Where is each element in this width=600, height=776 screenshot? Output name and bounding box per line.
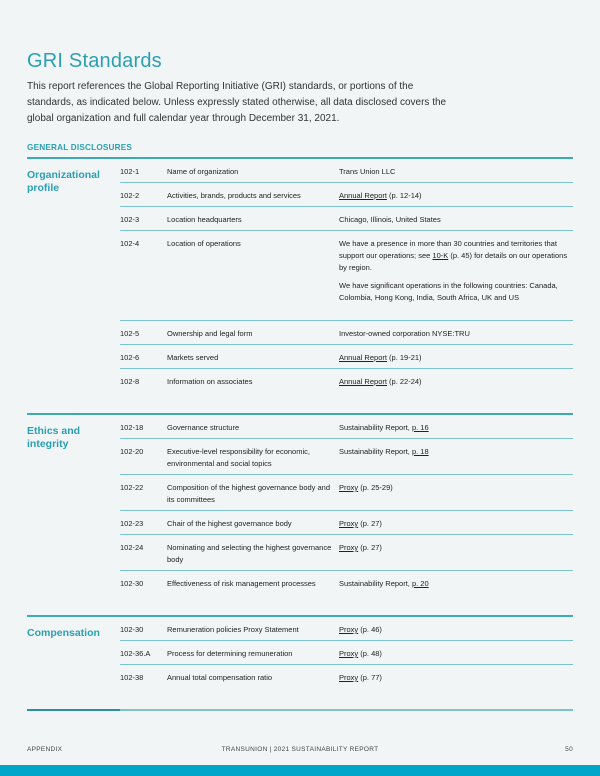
gri-code: 102-6 bbox=[120, 353, 140, 362]
disclosure-value: Proxy (p. 48) bbox=[339, 649, 382, 658]
table-row bbox=[120, 206, 573, 230]
annual-report-link[interactable]: Annual Report bbox=[339, 377, 387, 386]
proxy-link[interactable]: Proxy bbox=[339, 543, 359, 552]
gri-code: 102-4 bbox=[120, 239, 140, 248]
bottom-accent-bar bbox=[0, 765, 600, 776]
gri-code: 102-2 bbox=[120, 191, 140, 200]
disclosure-value: Trans Union LLC bbox=[339, 167, 396, 176]
footer-page-number: 50 bbox=[565, 746, 573, 753]
disclosure-description: Information on associates bbox=[167, 377, 253, 386]
table-row bbox=[120, 415, 573, 438]
disclosure-value: Proxy (p. 25-29) bbox=[339, 483, 393, 492]
table-row bbox=[120, 640, 573, 664]
gri-code: 102-1 bbox=[120, 167, 140, 176]
gri-code: 102-23 bbox=[120, 519, 144, 528]
disclosure-description: Governance structure bbox=[167, 423, 240, 432]
disclosure-value: Annual Report (p. 12-14) bbox=[339, 191, 422, 200]
table-row bbox=[120, 474, 573, 510]
gri-code: 102-5 bbox=[120, 329, 140, 338]
table-row bbox=[120, 510, 573, 534]
table-row bbox=[120, 664, 573, 688]
table-row bbox=[120, 344, 573, 368]
end-rule-accent bbox=[27, 709, 120, 711]
section-label: GENERAL DISCLOSURES bbox=[27, 143, 133, 152]
disclosure-value: Proxy (p. 27) bbox=[339, 519, 382, 528]
disclosure-description: Chair of the highest governance body bbox=[167, 519, 292, 528]
table-row bbox=[120, 320, 573, 344]
disclosure-value: Sustainability Report, p. 18 bbox=[339, 447, 429, 456]
gri-code: 102-20 bbox=[120, 447, 144, 456]
page-link[interactable]: p. 16 bbox=[411, 423, 429, 432]
disclosure-description: Executive-level responsibility for economic, environmental and social topics bbox=[167, 447, 310, 468]
annual-report-link[interactable]: Annual Report bbox=[339, 191, 387, 200]
disclosure-value: Annual Report (p. 19-21) bbox=[339, 353, 422, 362]
table-row bbox=[120, 534, 573, 570]
table-end-rule bbox=[27, 709, 573, 711]
annual-report-link[interactable]: Annual Report bbox=[339, 353, 387, 362]
gri-code: 102-3 bbox=[120, 215, 140, 224]
disclosure-description: Process for determining remuneration bbox=[167, 649, 293, 658]
10k-link[interactable]: 10-K bbox=[432, 251, 449, 260]
page-title: GRI Standards bbox=[27, 50, 162, 72]
table-row bbox=[120, 368, 573, 392]
proxy-link[interactable]: Proxy bbox=[339, 673, 359, 682]
proxy-link[interactable]: Proxy bbox=[339, 649, 359, 658]
table-row bbox=[120, 159, 573, 182]
page-link[interactable]: p. 20 bbox=[411, 579, 429, 588]
gri-code: 102-24 bbox=[120, 543, 144, 552]
disclosure-description: Location of operations bbox=[167, 239, 241, 248]
gri-code: 102-18 bbox=[120, 423, 144, 432]
disclosure-value: Proxy (p. 77) bbox=[339, 673, 382, 682]
group-label: Ethics and integrity bbox=[27, 425, 81, 450]
disclosure-description: Remuneration policies Proxy Statement bbox=[167, 625, 299, 634]
table-row bbox=[120, 438, 573, 474]
disclosure-description: Name of organization bbox=[167, 167, 239, 176]
table-row bbox=[120, 182, 573, 206]
disclosure-description: Activities, brands, products and services bbox=[167, 191, 301, 200]
gri-code: 102-8 bbox=[120, 377, 140, 386]
disclosure-description: Annual total compensation ratio bbox=[167, 673, 273, 682]
group-organizational-profile bbox=[27, 157, 573, 399]
disclosure-description: Effectiveness of risk management processes bbox=[167, 579, 316, 588]
group-label: Organizational profile bbox=[27, 169, 100, 194]
group-compensation bbox=[27, 615, 573, 707]
disclosure-description: Ownership and legal form bbox=[167, 329, 253, 338]
disclosure-description: Composition of the highest governance body and its committees bbox=[167, 483, 331, 504]
proxy-link[interactable]: Proxy bbox=[339, 625, 359, 634]
proxy-link[interactable]: Proxy bbox=[339, 519, 359, 528]
disclosure-value: Sustainability Report, p. 16 bbox=[339, 423, 429, 432]
group-ethics-and-integrity bbox=[27, 413, 573, 605]
disclosure-value: Annual Report (p. 22-24) bbox=[339, 377, 422, 386]
proxy-link[interactable]: Proxy bbox=[339, 483, 359, 492]
disclosure-description: Location headquarters bbox=[167, 215, 242, 224]
gri-code: 102-22 bbox=[120, 483, 144, 492]
disclosure-value: Proxy (p. 46) bbox=[339, 625, 382, 634]
disclosure-value: We have a presence in more than 30 countries and territories that support our operations; see 10-K (p. 45) for details on our operations by region. We have significant operations in the following countries: Canada, Colombia, Hong Kong, India, South Africa, UK and US bbox=[339, 239, 568, 302]
disclosure-value: Sustainability Report, p. 20 bbox=[339, 579, 429, 588]
disclosure-value: Proxy (p. 27) bbox=[339, 543, 382, 552]
table-row bbox=[120, 570, 573, 594]
gri-code: 102-36.A bbox=[120, 649, 151, 658]
group-label: Compensation bbox=[27, 627, 100, 639]
disclosure-value: Chicago, Illinois, United States bbox=[339, 215, 441, 224]
footer-section: APPENDIX bbox=[27, 746, 63, 753]
footer-report-title: TRANSUNION | 2021 SUSTAINABILITY REPORT bbox=[221, 746, 379, 753]
disclosure-description: Nominating and selecting the highest governance body bbox=[167, 543, 332, 564]
disclosure-description: Markets served bbox=[167, 353, 219, 362]
intro-paragraph: This report references the Global Reporting Initiative (GRI) standards, or portions of the standards, as indicated below. Unless expressly stated otherwise, all data disclosed covers the global organization and full calendar year through December 31, 2021. bbox=[27, 81, 447, 124]
table-row bbox=[120, 230, 573, 320]
disclosure-value: Investor-owned corporation NYSE:TRU bbox=[339, 329, 470, 338]
gri-code: 102-30 bbox=[120, 579, 144, 588]
gri-code: 102-30 bbox=[120, 625, 144, 634]
gri-code: 102-38 bbox=[120, 673, 144, 682]
table-row bbox=[120, 617, 573, 640]
page-link[interactable]: p. 18 bbox=[411, 447, 429, 456]
